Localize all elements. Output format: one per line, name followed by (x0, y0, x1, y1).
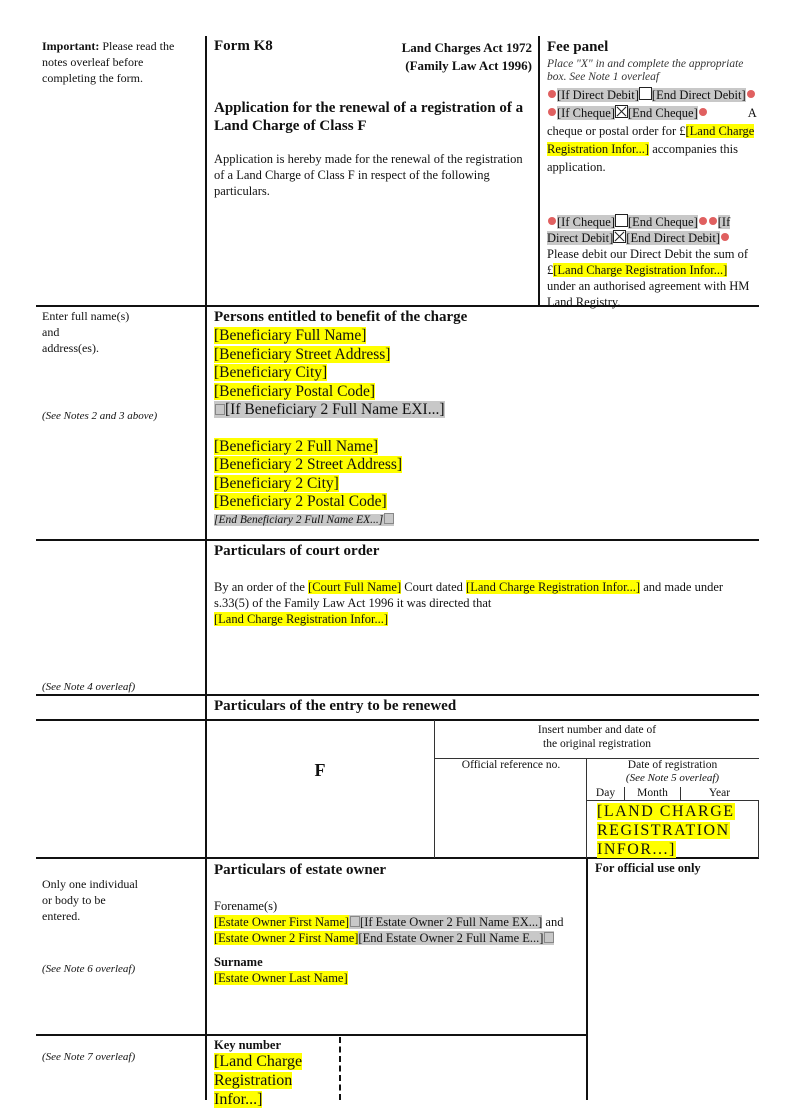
key-number-label: Key number (214, 1038, 282, 1052)
only-one-note (42, 876, 192, 924)
if-cheque-tag-2: [If Cheque] (557, 215, 615, 229)
official-ref-label: Official reference no. (461, 759, 561, 771)
beneficiary-2-street-field[interactable]: [Beneficiary 2 Street Address] (214, 456, 403, 473)
and-text: and (545, 915, 564, 929)
insert-label-line-2: the original registration (543, 738, 651, 750)
cheque-checkbox-2[interactable] (615, 214, 628, 227)
insert-label (436, 723, 758, 751)
cheque-text: A cheque or postal order for £ (547, 106, 757, 138)
end-beneficiary-2-tag: [End Beneficiary 2 Full Name EX...] (214, 513, 384, 526)
act-title (360, 39, 532, 75)
page-title: Application for the renewal of a registration of a Land Charge of Class F (214, 100, 524, 134)
field-marker-icon (747, 90, 755, 98)
day-label: Day (595, 787, 616, 799)
beneficiary-2-city-field[interactable]: [Beneficiary 2 City] (214, 474, 339, 492)
debit-tail: under an authorised agreement with HM Land Registry. (547, 279, 750, 309)
beneficiary-postal-field[interactable]: [Beneficiary Postal Code] (214, 382, 375, 400)
direct-debit-checkbox[interactable] (639, 87, 652, 100)
surname-label: Surname (214, 955, 263, 969)
beneficiary-2-postal-field[interactable]: [Beneficiary 2 Postal Code] (214, 493, 387, 510)
direct-debit-checkbox-2[interactable] (613, 230, 626, 243)
court-text-1: By an order of the (214, 580, 309, 594)
fee-panel (547, 39, 757, 310)
marker-icon (350, 916, 360, 927)
cheque-amount-field[interactable]: [Land Charge Registration Infor...] (547, 124, 755, 156)
date-of-reg-label (587, 759, 758, 785)
cheque-checkbox[interactable] (615, 105, 628, 118)
owner-2-first-name-field[interactable]: [Estate Owner 2 First Name] (214, 931, 359, 945)
marker-icon (544, 932, 554, 943)
persons-heading: Persons entitled to benefit of the charge (214, 309, 468, 325)
note-line: and (42, 325, 60, 339)
date-box-right (758, 800, 759, 858)
direct-debit-option (547, 214, 757, 310)
end-cheque-tag: [End Cheque] (627, 106, 698, 120)
see-note-4: (See Note 4 overleaf) (42, 681, 136, 693)
form-number: Form K8 (214, 38, 273, 54)
key-number-wrap (214, 1052, 332, 1109)
forenames-value (214, 914, 574, 946)
if-owner-2-tag: [If Estate Owner 2 Full Name EX...] (360, 915, 543, 929)
if-direct-debit-tag: [If Direct Debit] (557, 88, 639, 102)
end-cheque-tag-2: [End Cheque] (627, 215, 698, 229)
date-of-reg-text: Date of registration (627, 759, 718, 771)
field-marker-icon (548, 217, 556, 225)
field-marker-icon (699, 217, 707, 225)
fee-instruction: Place "X" in and complete the appropriate box. See Note 1 overleaf (547, 58, 744, 83)
cheque-option (547, 86, 757, 176)
insert-label-line-1: Insert number and date of (537, 724, 657, 736)
field-marker-icon (699, 108, 707, 116)
court-text-2: Court dated (401, 580, 467, 594)
beneficiary-2-name-field[interactable]: [Beneficiary 2 Full Name] (214, 437, 378, 455)
act-line-1: Land Charges Act 1972 (401, 40, 532, 55)
court-date-field[interactable]: [Land Charge Registration Infor...] (466, 580, 641, 594)
month-label: Month (637, 787, 668, 799)
debit-text: Please debit our Direct Debit the sum of £ (547, 247, 748, 277)
end-direct-debit-tag-2: [End Direct Debit] (626, 231, 721, 245)
see-notes-2-3: (See Notes 2 and 3 above) (42, 410, 158, 422)
rule-after-court (36, 694, 759, 696)
court-section (214, 543, 744, 627)
entry-inner-divider (434, 720, 435, 858)
estate-heading: Particulars of estate owner (214, 862, 387, 878)
forenames-label: Forename(s) (214, 899, 278, 913)
marker-icon (215, 404, 225, 415)
estate-first-name-field[interactable]: [Estate Owner First Name] (214, 915, 350, 929)
note-line: address(es). (42, 341, 99, 355)
important-text: Please read the notes overleaf before completing the form. (42, 39, 175, 85)
important-note (42, 38, 192, 86)
official-use-label: For official use only (595, 861, 701, 875)
field-marker-icon (548, 108, 556, 116)
entry-heading: Particulars of the entry to be renewed (214, 698, 457, 714)
beneficiary-city-field[interactable]: [Beneficiary City] (214, 364, 328, 381)
left-column-divider (205, 36, 207, 1100)
see-note-7: (See Note 7 overleaf) (42, 1051, 136, 1063)
beneficiary-name-field[interactable]: [Beneficiary Full Name] (214, 327, 367, 344)
fee-panel-divider (538, 36, 540, 306)
enter-names-note (42, 308, 192, 356)
persons-section (214, 309, 754, 526)
estate-last-name-field[interactable]: [Estate Owner Last Name] (214, 971, 348, 985)
field-marker-icon (721, 233, 729, 241)
field-marker-icon (548, 90, 556, 98)
official-use-divider (586, 857, 588, 1100)
end-direct-debit-tag: [End Direct Debit] (651, 88, 746, 102)
year-label: Year (708, 787, 731, 799)
if-beneficiary-2-tag: [If Beneficiary 2 Full Name EXI...] (225, 401, 445, 418)
end-owner-2-tag: [End Estate Owner 2 Full Name E...] (358, 931, 544, 945)
important-label: Important: (42, 39, 100, 53)
note-line: Only one individual (42, 877, 138, 891)
see-note-6: (See Note 6 overleaf) (42, 963, 136, 975)
cheque-tail: accompanies this application. (547, 142, 738, 174)
court-direction-field[interactable]: [Land Charge Registration Infor...] (214, 612, 389, 626)
rule-after-persons (36, 539, 759, 541)
rule-after-estate (36, 1034, 586, 1036)
rule-after-entry-heading (36, 719, 759, 721)
beneficiary-street-field[interactable]: [Beneficiary Street Address] (214, 345, 391, 363)
intro-text: Application is hereby made for the renewal of the registration of a Land Charge of Class F in respect of the following particulars. (214, 152, 523, 198)
note-line: Enter full name(s) (42, 309, 130, 323)
act-line-2: (Family Law Act 1996) (405, 58, 532, 73)
court-text-3: and made under s.33(5) of the Family Law Act 1996 it was directed that (214, 580, 724, 610)
estate-section (214, 862, 574, 986)
class-letter: F (314, 760, 326, 780)
see-note-5: (See Note 5 overleaf) (625, 772, 720, 784)
registration-date-field-wrap (597, 802, 755, 859)
marker-icon (384, 513, 394, 524)
key-number-field[interactable]: [Land Charge Registration Infor...] (214, 1053, 303, 1108)
note-line: entered. (42, 909, 81, 923)
key-number-divider (339, 1037, 341, 1100)
registration-date-field[interactable]: [LAND CHARGE REGISTRATION INFOR...] (597, 803, 735, 858)
court-heading: Particulars of court order (214, 543, 380, 559)
date-header-line (586, 800, 759, 801)
note-line: or body to be (42, 893, 106, 907)
if-direct-debit-tag-2: [If Direct Debit] (547, 215, 731, 245)
if-cheque-tag: [If Cheque] (557, 106, 615, 120)
court-text (214, 579, 744, 611)
field-marker-icon (709, 217, 717, 225)
fee-panel-title: Fee panel (547, 39, 609, 55)
debit-amount-field[interactable]: [Land Charge Registration Infor...] (553, 263, 728, 277)
court-name-field[interactable]: [Court Full Name] (308, 580, 402, 594)
